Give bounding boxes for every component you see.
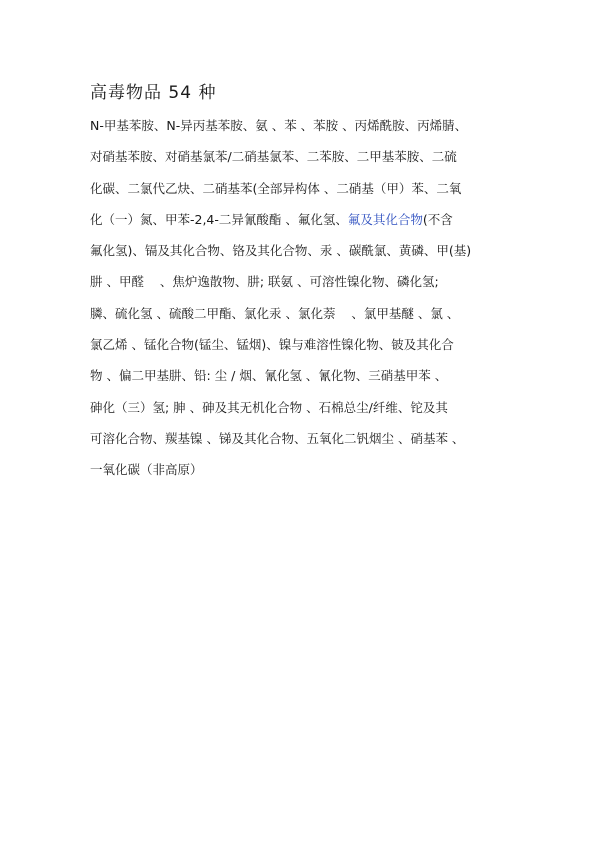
body-line <box>90 173 530 204</box>
body-line <box>90 204 530 235</box>
body-line <box>90 235 530 266</box>
body-line <box>90 298 530 329</box>
line-text: N-甲基苯胺、N-异丙基苯胺、氨 、苯 、苯胺 、丙烯酰胺、丙烯腈、 <box>90 118 468 133</box>
inline-link[interactable]: 氟及其化合物 <box>347 211 423 227</box>
line-text: 氯乙烯 、锰化合物(锰尘、锰烟)、镍与难溶性镍化物、铍及其化合 <box>90 337 454 353</box>
body-line <box>90 110 530 141</box>
line-text: 肼 、甲醛 、焦炉逸散物、肼; 联氨 、可溶性镍化物、磷化氢; <box>90 274 439 290</box>
line-text: 砷化（三）氢; 胂 、砷及其无机化合物 、石棉总尘/纤维、铊及其 <box>90 399 448 415</box>
line-text: 氟化氢)、镉及其化合物、铬及其化合物、汞 、碳酰氯、黄磷、甲(基) <box>90 243 472 259</box>
line-text: 对硝基苯胺、对硝基氯苯/二硝基氯苯、二苯胺、二甲基苯胺、二硫 <box>90 149 457 165</box>
line-text: 化（一）氮、甲苯-2,4-二异氰酸酯 、氟化氢、 <box>90 211 348 227</box>
line-text: 物 、偏二甲基肼、铅: 尘 / 烟、氰化氢 、氰化物、三硝基甲苯 、 <box>90 368 448 384</box>
body-line <box>90 423 530 454</box>
line-text: 化碳、二氯代乙炔、二硝基苯(全部异构体 、二硝基（甲）苯、二氧 <box>90 180 462 196</box>
line-text: 膦、硫化氢 、硫酸二甲酯、氯化汞 、氯化萘 、氯甲基醚 、氯 、 <box>90 305 460 321</box>
line-text: 一氧化碳（非高原） <box>90 462 203 478</box>
body-line <box>90 454 530 485</box>
body-line <box>90 266 530 297</box>
body-line <box>90 392 530 423</box>
document-title: 高毒物品 54 种 <box>90 83 217 103</box>
document-body <box>90 110 530 486</box>
body-line <box>90 360 530 391</box>
line-text: 可溶化合物、羰基镍 、锑及其化合物、五氧化二钒烟尘 、硝基苯 、 <box>90 430 465 446</box>
body-line <box>90 329 530 360</box>
body-line <box>90 141 530 172</box>
line-text: (不含 <box>422 211 453 227</box>
